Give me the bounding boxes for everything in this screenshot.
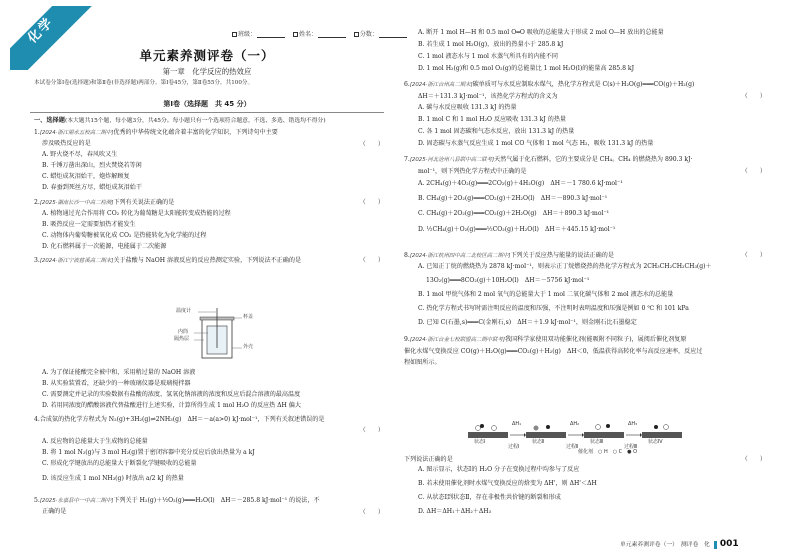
answer-paren[interactable]: （ ） (741, 252, 766, 259)
footer-label: 单元素养测评卷（一） 测评卷 化 (620, 542, 710, 548)
option[interactable]: D. 已知 C(石墨,s)═══C(金刚石,s) ΔH＝＋1.9 kJ·mol⁻¹，则金刚石比石墨稳定 (418, 319, 637, 326)
process-label: 过程Ⅰ (508, 444, 520, 450)
option[interactable]: A. 碳与水反应吸收 131.3 kJ 的热量 (418, 104, 517, 111)
option[interactable]: A. 图示显示，状态Ⅰ的 H₂O 分子在变换过程中均参与了反应 (418, 466, 580, 473)
class-field[interactable]: 班级： (232, 31, 285, 38)
inner-cup-label: 内筒 (178, 329, 189, 335)
option[interactable]: A. 为了保证能酸完全被中和，采用稍过量的 NaOH 溶液 (42, 369, 196, 376)
option[interactable]: A. 野火烧不尽，春风吹又生 (42, 151, 118, 158)
name-field[interactable]: 姓名： (293, 31, 346, 38)
answer-paren[interactable]: （ ） (359, 199, 384, 206)
answer-paren[interactable]: （ ） (741, 168, 766, 175)
option[interactable]: D. 化石燃料属于一次能源，电能属于二次能源 (42, 243, 167, 250)
question-7: 7.[2025·河北沧州八县联中高二联考]天然气属于化石燃料，它的主要成分是 CH₄。CH₄ 的燃烧热为 890.3 kJ· mol⁻¹，则下列热化学方程式中正确的是 （ ） (404, 156, 766, 176)
option[interactable]: B. 将 1 mol N₂(g)与 3 mol H₂(g)置于密闭容器中充分反应后放出热量为 a kJ (42, 449, 255, 456)
divider (30, 112, 384, 113)
option[interactable]: D. 春蚕到死丝方尽，蜡炬成灰泪始干 (42, 184, 142, 191)
catalyst-process-diagram (468, 416, 708, 456)
option[interactable]: C. 1 mol 液态水与 1 mol 水蒸气所具有的内能不同 (418, 53, 558, 60)
state-label: 状态Ⅲ (590, 439, 604, 445)
question-2: 2.[2025·湖南长沙一中高二检测]下列有关说法正确的是 （ ） (34, 198, 384, 209)
option[interactable]: C. 需要测定并记录的实验数据有盐酸的浓度、氢氧化钠溶液的浓度和反应后混合溶液的最高温度 (42, 391, 301, 398)
calorimeter-diagram (174, 308, 270, 364)
option[interactable]: D. 固态碳与水蒸气反应生成 1 mol CO 气体和 1 mol 气态 H₂，吸收 131.3 kJ 的热量 (418, 140, 654, 147)
page-number: 001 (719, 539, 739, 549)
score-field[interactable]: 分数： (354, 31, 407, 38)
option[interactable]: B. 吸热反应一定需要加热才能发生 (42, 221, 136, 228)
diagram-legend: 催化剂 ○ H ○ C ● O (578, 449, 638, 455)
part-heading: 第Ⅰ卷（选择题 共 45 分） (163, 100, 251, 108)
option[interactable]: B. 若生成 1 mol H₂O(g)，放出的热量小于 285.8 kJ (418, 41, 564, 48)
option[interactable]: B. 1 mol C 和 1 mol H₂O 反应吸收 131.3 kJ 的热量 (418, 116, 567, 123)
question-1: 1.[2024·浙江丽水五校高二期中]优秀的中华传统文化蕴含着丰富的化学知识，下列诗句中主要 涉及吸热反应的是 （ ） (34, 128, 384, 149)
subject-tag: 化学 (25, 14, 57, 47)
option[interactable]: B. 若未使用催化剂时水煤气变换反应的焓变为 ΔH'，则 ΔH'＜ΔH (418, 480, 597, 487)
process-label: 过程Ⅲ (624, 444, 638, 450)
option[interactable]: D. ½CH₄(g)＋O₂(g)═══½CO₂(g)＋H₂O(l) ΔH＝＋445.15 kJ·mol⁻¹ (418, 226, 616, 233)
option-continued: 13O₂(g)═══8CO₂(g)＋10H₂O(l) ΔH＝－5756 kJ·mol⁻¹ (426, 277, 590, 284)
step-label: ΔH₃ (628, 421, 638, 427)
insulation-label: 隔热层 (174, 336, 190, 342)
lid-label: 杯盖 (243, 314, 254, 320)
section-heading: 一、选择题(本大题共15个题，每小题3分，共45分。每小题只有一个选项符合题意，不选、多选、错选均不得分) (34, 117, 326, 124)
question-9-prompt: 下列说法正确的是 （ ） (404, 454, 766, 465)
option[interactable]: D. 1 mol H₂(g)和 0.5 mol O₂(g)的总能量比 1 mol H₂O(l)的能量高 285.8 kJ (418, 65, 635, 72)
option[interactable]: C. 从状态Ⅰ到状态Ⅱ，存在非极性共价键的断裂和形成 (418, 494, 561, 501)
answer-paren[interactable]: （ ） (359, 257, 384, 264)
answer-paren[interactable]: （ ） (359, 141, 384, 148)
process-label: 过程Ⅱ (566, 444, 579, 450)
option[interactable]: D. ΔH＝ΔH₁＋ΔH₂＋ΔH₃ (418, 508, 492, 515)
step-label: ΔH₂ (570, 421, 580, 427)
question-4: 4.合成氨的热化学方程式为 N₂(g)+3H₂(g)⇌2NH₃(g) ΔH＝－a(a>0) kJ·mol⁻¹，下列有关叙述错误的是 （ ） (34, 415, 384, 426)
option[interactable]: B. 从实验装置看，还缺少的一种玻璃仪器是玻璃搅拌器 (42, 380, 191, 387)
option[interactable]: B. 千锤万凿出深山，烈火焚烧若等闲 (42, 162, 142, 169)
chapter-subtitle: 第一章 化学反应的热效应 (162, 67, 252, 76)
option[interactable]: B. CH₄(g)＋2O₂(g)═══CO₂(g)＋2H₂O(l) ΔH＝－890.3 kJ·mol⁻¹ (418, 195, 608, 202)
option[interactable]: C. 热化学方程式书写时需注明反应的温度和压强，不注明时表明温度和压强是例如 0 ℃ 和 101 kPa (418, 305, 689, 312)
option[interactable]: C. 蜡炬成灰泪始干，炮炸解顾复 (42, 173, 130, 180)
step-label: ΔH₁ (512, 421, 522, 427)
answer-paren[interactable]: （ ） (359, 509, 384, 516)
state-label: 状态Ⅱ (532, 439, 545, 445)
option[interactable]: C. 动物体内葡萄糖被氧化成 CO₂ 是热能转化为化学能的过程 (42, 232, 207, 239)
option[interactable]: C. 形成化学键放出的总能量大于断裂化学键吸收的总能量 (42, 460, 197, 467)
option[interactable]: D. 若用同浓度的醋酸溶液代替盐酸进行上述实验，计算所得生成 1 mol H₂O 的反应热 ΔH 偏大 (42, 402, 301, 409)
option[interactable]: C. CH₄(g)＋2O₂(g)═══CO₂(g)＋2H₂O(g) ΔH＝＋890.3 kJ·mol⁻¹ (418, 210, 610, 217)
option[interactable]: B. 1 mol 甲烷气体和 2 mol 氧气的总能量大于 1 mol 二氧化碳气体和 2 mol 液态水的总能量 (418, 291, 674, 298)
state-label: 状态Ⅳ (648, 439, 663, 445)
option[interactable]: A. 反应物的总能量大于生成物的总能量 (42, 438, 148, 445)
option[interactable]: C. 各 1 mol 固态碳和气态水反应，放出 131.3 kJ 的热量 (418, 128, 575, 135)
page-footer (620, 540, 739, 549)
answer-paren[interactable]: （ ） (359, 427, 384, 434)
option[interactable]: A. 已知正丁烷的燃烧热为 2878 kJ·mol⁻¹，则表示正丁烷燃烧热的热化学方程式为 2CH₃CH₂CH₂CH₃(g)＋ (418, 263, 712, 270)
calorimeter-svg (180, 308, 270, 364)
question-3: 3.[2024·浙江宁波慈溪高二期末]关于盐酸与 NaOH 溶液反应的反应热测定实验，下列说法不正确的是 （ ） (34, 256, 384, 267)
state-label: 状态Ⅰ (474, 439, 486, 445)
thermometer-label: 温度计 (176, 308, 192, 314)
footer-bar (714, 541, 717, 549)
exam-note: 本试卷分第Ⅰ卷(选择题)和第Ⅱ卷(非选择题)两部分。第Ⅰ卷45分，第Ⅱ卷55分，共100分。 (34, 80, 254, 86)
question-6: 6.[2024·浙江台州高二期末]碳单质可与水反应制取水煤气，热化学方程式是 C(s)＋H₂O(g)═══CO(g)＋H₂(g) ΔH＝＋131.3 kJ·mol⁻¹，该热化学方程式的含义为 （ ） (404, 81, 766, 101)
option[interactable]: D. 该反应生成 1 mol NH₃(g) 时放出 a/2 kJ 的热量 (42, 475, 184, 482)
answer-paren[interactable]: （ ） (741, 456, 766, 463)
shell-label: 外壳 (243, 344, 254, 350)
student-info-fields (232, 32, 413, 38)
question-9: 9.[2024·浙江台金七校联盟高二期中联考]我国科学家使用双功能催化剂(能吸附不同粒子)，展阅后催化剂复原 催化水煤气变换反应 CO(g)＋H₂O(g)═══CO₂(g)＋H₂(g) ΔH＜0，低温获得高转化率与高反应速率，反应过 程如图所示。 (404, 336, 703, 367)
option[interactable]: A. 断开 1 mol H—H 和 0.5 mol O═O 吸收的总能量大于形成 2 mol O—H 放出的总能量 (418, 29, 664, 36)
answer-paren[interactable]: （ ） (741, 93, 766, 100)
page-title: 单元素养测评卷（一） (139, 48, 275, 63)
question-5: 5.[2025·永嘉县中一中高二期中]下列关于 H₂(g)＋½O₂(g)═══H₂O(l) ΔH＝－285.8 kJ·mol⁻¹ 的说法，不 正确的是 （ ） (34, 496, 384, 517)
option[interactable]: A. 植物通过光合作用将 CO₂ 转化为葡萄糖是太阳能转变成热能的过程 (42, 210, 231, 217)
section-rule: (本大题共15个题，每小题3分，共45分。每小题只有一个选项符合题意，不选、多选、错选均不得分) (64, 118, 326, 124)
question-8: 8.[2024·浙江杭州四中高二北校区高二期中]下列关于反应热与能量的说法正确的是 （ ） (404, 250, 766, 262)
option[interactable]: A. 2CH₄(g)＋4O₂(g)═══2CO₂(g)＋4H₂O(g) ΔH＝－1 780.6 kJ·mol⁻¹ (418, 180, 623, 187)
